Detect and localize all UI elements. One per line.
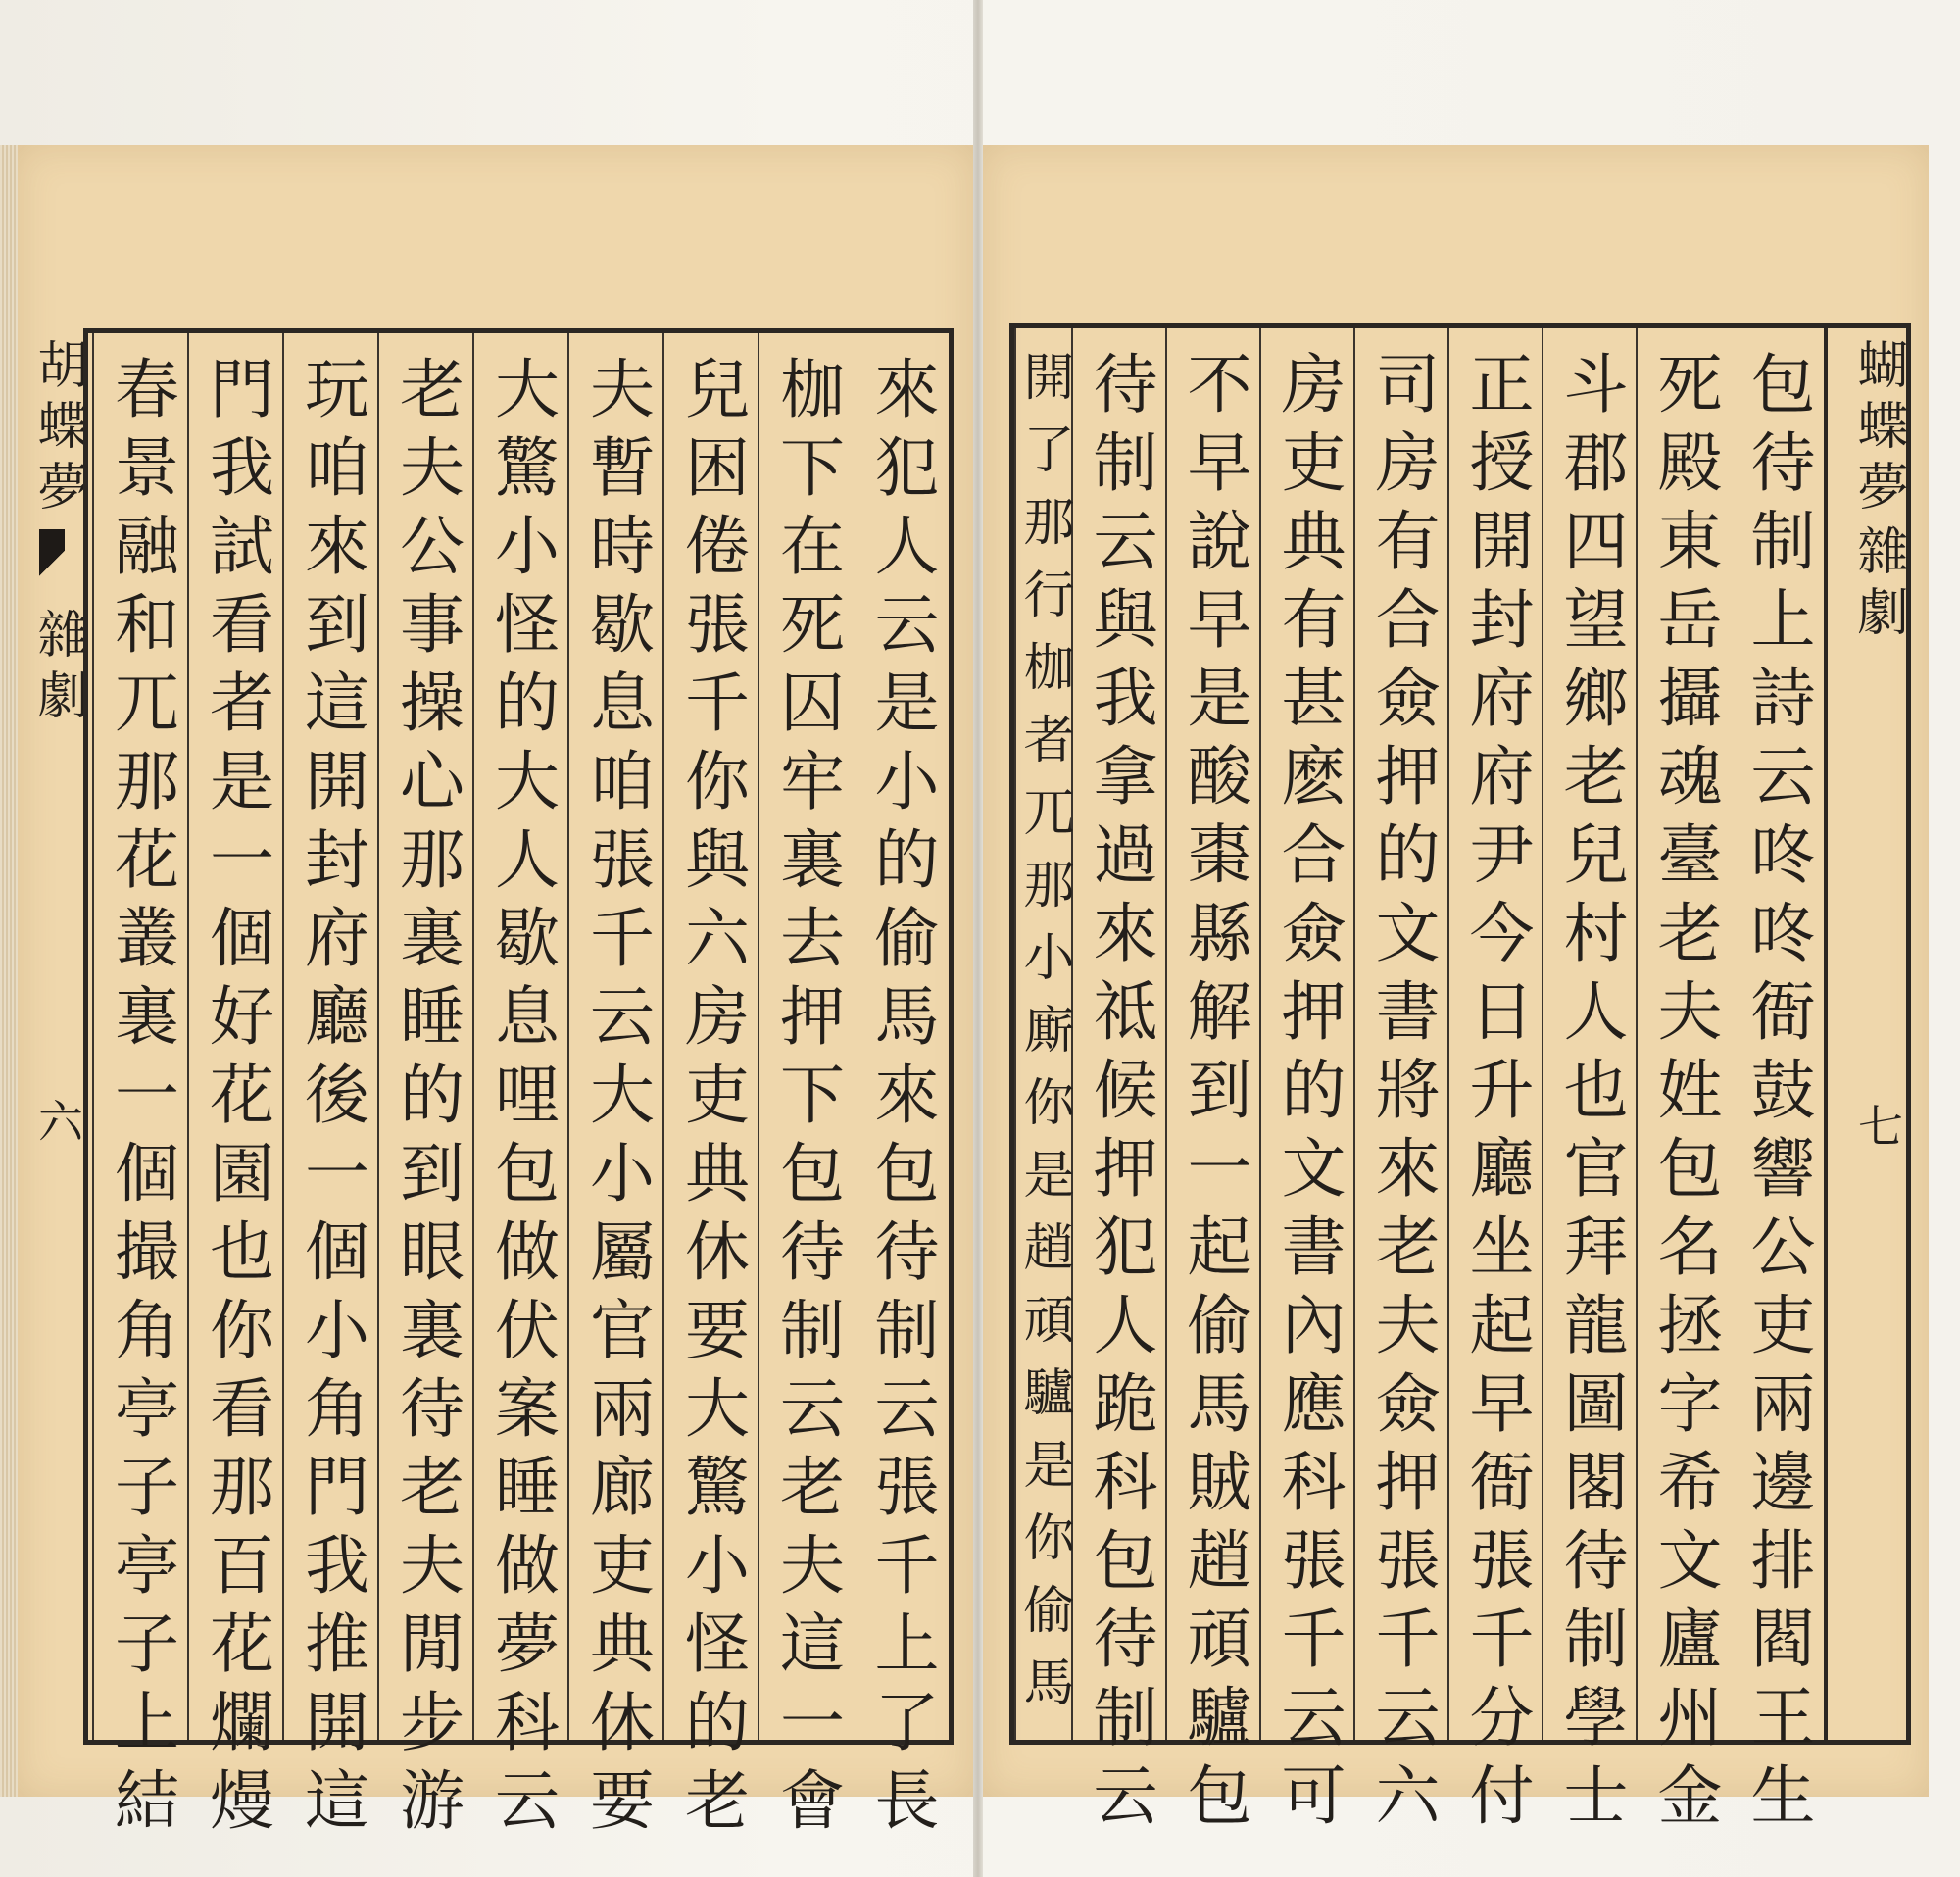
fold-mark-icon [39,529,65,598]
column-text: 夫暫時歇息咱張千云大小屬官兩廊吏典休要 [578,355,655,1845]
right-column-6 [1259,328,1353,1840]
left-column-1 [853,333,949,1845]
column-text: 開了那行枷者兀那小廝你是趙頑驢是你偷馬 [1014,350,1073,1728]
column-text: 死殿東岳攝魂臺老夫姓包名拯字希文廬州金 [1646,350,1722,1840]
column-text: 春景融和兀那花叢裏一個撮角亭子亭子上結 [103,355,179,1845]
page-edge-strip [0,145,18,1797]
right-column-7 [1165,328,1259,1840]
right-column-3 [1542,328,1636,1840]
right-column-5 [1353,328,1447,1840]
right-column-9 [1014,328,1071,1740]
left-column-6 [377,333,472,1845]
right-margin-title: 蝴蝶夢 [1848,338,1907,520]
right-column-1 [1730,328,1824,1840]
left-margin-subtitle: 雜劇 [28,608,87,729]
column-text: 正授開封府府尹今日升廳坐起早衙張千分付 [1458,350,1534,1840]
column-text: 兒困倦張千你與六房吏典休要大驚小怪的老 [673,355,750,1845]
right-folio-number: 七 [1851,1103,1904,1148]
right-column-4 [1447,328,1542,1840]
left-margin-title: 胡蝶夢 [28,338,87,520]
left-text-frame [83,328,954,1845]
left-column-9 [92,333,187,1845]
column-text: 不早說早是酸棗縣解到一起偷馬賊趙頑驢包 [1176,350,1251,1840]
left-column-4 [567,333,662,1845]
left-folio-number: 六 [31,1098,84,1143]
column-text: 斗郡四望鄉老兒村人也官拜龍圖閣待制學士 [1552,350,1628,1840]
book-spine [973,0,983,1877]
left-column-5 [472,333,567,1845]
column-text: 房吏典有甚麽合僉押的文書內應科張千云可 [1270,350,1346,1840]
right-column-8 [1071,328,1165,1840]
column-text: 老夫公事操心那裏睡的到眼裏待老夫閒步游 [388,355,465,1845]
column-text: 大驚小怪的大人歇息哩包做伏案睡做夢科云 [483,355,560,1845]
column-text: 司房有合僉押的文書將來老夫僉押張千云六 [1364,350,1440,1840]
left-column-8 [187,333,282,1845]
column-text: 玩咱來到這開封府廳後一個小角門我推開這 [293,355,369,1845]
column-text: 待制云與我拿過來祗候押犯人跪科包待制云 [1082,350,1157,1840]
right-text-frame [1009,323,1911,1840]
column-text: 門我試看者是一個好花園也你看那百花爛熳 [198,355,274,1845]
left-column-3 [662,333,758,1845]
left-column-2 [758,333,853,1845]
column-text: 枷下在死囚牢裏去押下包待制云老夫這一會 [768,355,845,1845]
right-margin-subtitle: 雜劇 [1848,524,1907,646]
left-column-7 [282,333,377,1845]
column-text: 包待制上詩云咚咚衙鼓響公吏兩邊排閻王生 [1740,350,1815,1840]
right-column-2 [1636,328,1730,1840]
column-text: 來犯人云是小的偷馬來包待制云張千上了長 [863,355,939,1845]
right-margin-column [1824,328,1906,1740]
